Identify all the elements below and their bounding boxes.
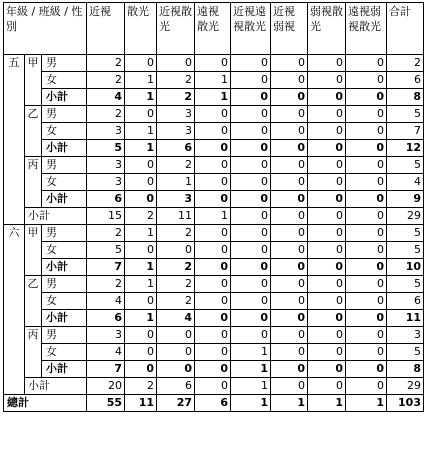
- value-cell: 3: [87, 327, 125, 344]
- gender-label: 女: [42, 293, 87, 310]
- gender-label: 男: [42, 276, 87, 293]
- table-row: [4, 106, 424, 123]
- value-cell: 0: [195, 242, 231, 259]
- value-cell: 0: [231, 157, 271, 174]
- value-cell: 2: [157, 89, 195, 106]
- table-row: [4, 344, 424, 361]
- value-cell: 0: [125, 55, 157, 72]
- value-cell: 0: [346, 276, 387, 293]
- value-cell: 5: [387, 106, 424, 123]
- value-cell: 0: [346, 157, 387, 174]
- value-cell: 0: [308, 361, 346, 378]
- table-row: [4, 174, 424, 191]
- value-cell: 1: [231, 395, 271, 412]
- value-cell: 1: [195, 89, 231, 106]
- value-cell: 3: [157, 123, 195, 140]
- value-cell: 0: [308, 327, 346, 344]
- table-row: [4, 123, 424, 140]
- total-label: 總計: [4, 395, 87, 412]
- value-cell: 29: [387, 208, 424, 225]
- value-cell: 1: [195, 208, 231, 225]
- value-cell: 3: [387, 327, 424, 344]
- value-cell: 10: [387, 259, 424, 276]
- table-row: [4, 157, 424, 174]
- value-cell: 0: [308, 310, 346, 327]
- grade-cell: 五: [4, 55, 25, 225]
- value-cell: 0: [346, 55, 387, 72]
- value-cell: 0: [231, 72, 271, 89]
- value-cell: 0: [195, 361, 231, 378]
- value-cell: 0: [195, 157, 231, 174]
- value-cell: 0: [125, 242, 157, 259]
- value-cell: 2: [387, 55, 424, 72]
- value-cell: 0: [157, 55, 195, 72]
- value-cell: 0: [308, 123, 346, 140]
- value-cell: 0: [271, 225, 308, 242]
- value-cell: 7: [387, 123, 424, 140]
- value-cell: 3: [87, 123, 125, 140]
- value-cell: 2: [125, 208, 157, 225]
- value-cell: 0: [308, 293, 346, 310]
- value-cell: 0: [195, 276, 231, 293]
- grand-total-row: [4, 395, 424, 412]
- value-cell: 0: [231, 140, 271, 157]
- value-cell: 1: [125, 123, 157, 140]
- value-cell: 1: [271, 395, 308, 412]
- gender-label: 小計: [42, 259, 87, 276]
- value-cell: 0: [308, 174, 346, 191]
- value-cell: 0: [308, 55, 346, 72]
- value-cell: 1: [231, 344, 271, 361]
- value-cell: 0: [271, 174, 308, 191]
- value-cell: 0: [308, 242, 346, 259]
- value-cell: 0: [271, 361, 308, 378]
- value-cell: 1: [125, 225, 157, 242]
- value-cell: 0: [346, 174, 387, 191]
- value-cell: 0: [346, 140, 387, 157]
- header-myopic-hyperopic-astigmatism: 近視遠視散光: [231, 3, 271, 55]
- table-row: [4, 55, 424, 72]
- gender-label: 男: [42, 157, 87, 174]
- value-cell: 0: [231, 208, 271, 225]
- value-cell: 15: [87, 208, 125, 225]
- value-cell: 4: [157, 310, 195, 327]
- value-cell: 0: [308, 72, 346, 89]
- value-cell: 0: [231, 55, 271, 72]
- table-row: [4, 225, 424, 242]
- value-cell: 0: [231, 310, 271, 327]
- value-cell: 0: [271, 140, 308, 157]
- value-cell: 3: [157, 191, 195, 208]
- value-cell: 4: [87, 344, 125, 361]
- value-cell: 5: [387, 344, 424, 361]
- value-cell: 8: [387, 361, 424, 378]
- value-cell: 1: [231, 378, 271, 395]
- value-cell: 0: [308, 344, 346, 361]
- value-cell: 1: [125, 89, 157, 106]
- gender-label: 男: [42, 225, 87, 242]
- value-cell: 0: [125, 174, 157, 191]
- value-cell: 4: [387, 174, 424, 191]
- value-cell: 0: [271, 344, 308, 361]
- header-row: [4, 3, 424, 55]
- table-row: [4, 310, 424, 327]
- class-cell: 丙: [25, 157, 42, 208]
- gender-label: 女: [42, 174, 87, 191]
- value-cell: 0: [346, 361, 387, 378]
- value-cell: 0: [231, 259, 271, 276]
- table-row: [4, 72, 424, 89]
- value-cell: 0: [231, 242, 271, 259]
- value-cell: 55: [87, 395, 125, 412]
- value-cell: 0: [125, 191, 157, 208]
- value-cell: 0: [157, 242, 195, 259]
- subtotal-label: 小計: [25, 378, 87, 395]
- value-cell: 0: [271, 72, 308, 89]
- value-cell: 2: [157, 259, 195, 276]
- value-cell: 0: [231, 123, 271, 140]
- value-cell: 0: [308, 208, 346, 225]
- value-cell: 1: [125, 72, 157, 89]
- table-row: [4, 89, 424, 106]
- value-cell: 3: [157, 106, 195, 123]
- value-cell: 0: [346, 344, 387, 361]
- value-cell: 0: [346, 293, 387, 310]
- value-cell: 20: [87, 378, 125, 395]
- value-cell: 0: [231, 276, 271, 293]
- value-cell: 0: [231, 225, 271, 242]
- value-cell: 0: [231, 191, 271, 208]
- value-cell: 1: [125, 140, 157, 157]
- value-cell: 4: [87, 293, 125, 310]
- value-cell: 0: [346, 208, 387, 225]
- subtotal-label: 小計: [25, 208, 87, 225]
- value-cell: 0: [125, 157, 157, 174]
- value-cell: 6: [195, 395, 231, 412]
- header-amblyopia-astigmatism: 弱視散光: [308, 3, 346, 55]
- header-astigmatism: 散光: [125, 3, 157, 55]
- value-cell: 0: [157, 327, 195, 344]
- value-cell: 2: [157, 157, 195, 174]
- gender-label: 小計: [42, 191, 87, 208]
- header-grade-class-gender: 年級 / 班級 / 性別: [4, 3, 87, 55]
- table-row: [4, 327, 424, 344]
- value-cell: 0: [308, 89, 346, 106]
- table-row: [4, 191, 424, 208]
- gender-label: 男: [42, 55, 87, 72]
- table-row: [4, 242, 424, 259]
- value-cell: 0: [308, 276, 346, 293]
- value-cell: 0: [125, 327, 157, 344]
- value-cell: 0: [195, 310, 231, 327]
- class-cell: 乙: [25, 106, 42, 157]
- value-cell: 0: [195, 140, 231, 157]
- class-cell: 甲: [25, 225, 42, 276]
- value-cell: 5: [387, 242, 424, 259]
- value-cell: 0: [195, 327, 231, 344]
- value-cell: 0: [231, 106, 271, 123]
- class-cell: 丙: [25, 327, 42, 378]
- value-cell: 0: [308, 191, 346, 208]
- value-cell: 0: [271, 55, 308, 72]
- value-cell: 0: [231, 293, 271, 310]
- value-cell: 2: [157, 72, 195, 89]
- gender-label: 男: [42, 106, 87, 123]
- value-cell: 1: [346, 395, 387, 412]
- table-row: [4, 293, 424, 310]
- header-myopic-astigmatism: 近視散光: [157, 3, 195, 55]
- value-cell: 2: [125, 378, 157, 395]
- value-cell: 2: [87, 276, 125, 293]
- value-cell: 7: [87, 361, 125, 378]
- header-hyperopic-astigmatism: 遠視散光: [195, 3, 231, 55]
- gender-label: 男: [42, 327, 87, 344]
- value-cell: 0: [271, 378, 308, 395]
- value-cell: 1: [125, 310, 157, 327]
- gender-label: 女: [42, 242, 87, 259]
- value-cell: 5: [87, 140, 125, 157]
- grade-subtotal-row: [4, 208, 424, 225]
- gender-label: 小計: [42, 140, 87, 157]
- value-cell: 0: [346, 225, 387, 242]
- gender-label: 小計: [42, 361, 87, 378]
- value-cell: 0: [125, 361, 157, 378]
- value-cell: 0: [271, 157, 308, 174]
- value-cell: 2: [157, 225, 195, 242]
- gender-label: 女: [42, 72, 87, 89]
- value-cell: 9: [387, 191, 424, 208]
- value-cell: 0: [157, 344, 195, 361]
- value-cell: 0: [231, 89, 271, 106]
- value-cell: 1: [308, 395, 346, 412]
- value-cell: 2: [87, 72, 125, 89]
- value-cell: 0: [308, 140, 346, 157]
- value-cell: 0: [346, 123, 387, 140]
- value-cell: 1: [157, 174, 195, 191]
- value-cell: 0: [195, 123, 231, 140]
- grade-subtotal-row: [4, 378, 424, 395]
- value-cell: 0: [308, 259, 346, 276]
- value-cell: 0: [308, 378, 346, 395]
- value-cell: 7: [87, 259, 125, 276]
- table-row: [4, 259, 424, 276]
- gender-label: 女: [42, 123, 87, 140]
- value-cell: 0: [195, 378, 231, 395]
- value-cell: 0: [271, 293, 308, 310]
- value-cell: 6: [157, 140, 195, 157]
- value-cell: 1: [125, 259, 157, 276]
- value-cell: 0: [271, 191, 308, 208]
- class-cell: 甲: [25, 55, 42, 106]
- value-cell: 5: [387, 276, 424, 293]
- table-row: [4, 361, 424, 378]
- value-cell: 6: [87, 310, 125, 327]
- value-cell: 0: [195, 225, 231, 242]
- value-cell: 11: [157, 208, 195, 225]
- value-cell: 0: [271, 310, 308, 327]
- header-myopia-amblyopia: 近視弱視: [271, 3, 308, 55]
- value-cell: 3: [87, 174, 125, 191]
- value-cell: 11: [125, 395, 157, 412]
- value-cell: 5: [387, 225, 424, 242]
- class-cell: 乙: [25, 276, 42, 327]
- value-cell: 6: [387, 293, 424, 310]
- value-cell: 0: [125, 344, 157, 361]
- value-cell: 0: [271, 123, 308, 140]
- value-cell: 0: [346, 191, 387, 208]
- table-row: [4, 140, 424, 157]
- value-cell: 0: [157, 361, 195, 378]
- value-cell: 5: [87, 242, 125, 259]
- value-cell: 0: [346, 72, 387, 89]
- value-cell: 0: [271, 276, 308, 293]
- value-cell: 4: [87, 89, 125, 106]
- value-cell: 0: [271, 327, 308, 344]
- header-total: 合計: [387, 3, 424, 55]
- value-cell: 2: [157, 293, 195, 310]
- gender-label: 女: [42, 344, 87, 361]
- value-cell: 1: [125, 276, 157, 293]
- value-cell: 0: [346, 89, 387, 106]
- value-cell: 6: [157, 378, 195, 395]
- value-cell: 29: [387, 378, 424, 395]
- value-cell: 0: [195, 344, 231, 361]
- header-myopia: 近視: [87, 3, 125, 55]
- value-cell: 2: [87, 225, 125, 242]
- value-cell: 2: [87, 106, 125, 123]
- value-cell: 0: [125, 293, 157, 310]
- value-cell: 6: [87, 191, 125, 208]
- grade-cell: 六: [4, 225, 25, 395]
- value-cell: 2: [157, 276, 195, 293]
- value-cell: 0: [308, 157, 346, 174]
- value-cell: 0: [271, 106, 308, 123]
- value-cell: 0: [231, 327, 271, 344]
- value-cell: 0: [125, 106, 157, 123]
- value-cell: 0: [271, 259, 308, 276]
- value-cell: 3: [87, 157, 125, 174]
- value-cell: 8: [387, 89, 424, 106]
- value-cell: 12: [387, 140, 424, 157]
- value-cell: 0: [195, 293, 231, 310]
- value-cell: 0: [195, 55, 231, 72]
- value-cell: 103: [387, 395, 424, 412]
- value-cell: 0: [308, 225, 346, 242]
- value-cell: 0: [195, 191, 231, 208]
- value-cell: 0: [195, 106, 231, 123]
- value-cell: 0: [346, 259, 387, 276]
- value-cell: 0: [346, 378, 387, 395]
- value-cell: 0: [271, 208, 308, 225]
- header-hyperopia-amblyopia-astigmatism: 遠視弱視散光: [346, 3, 387, 55]
- value-cell: 0: [308, 106, 346, 123]
- value-cell: 1: [231, 361, 271, 378]
- value-cell: 0: [271, 89, 308, 106]
- table-row: [4, 276, 424, 293]
- value-cell: 11: [387, 310, 424, 327]
- value-cell: 2: [87, 55, 125, 72]
- value-cell: 0: [231, 174, 271, 191]
- value-cell: 0: [346, 106, 387, 123]
- vision-statistics-table: [3, 2, 424, 412]
- value-cell: 0: [271, 242, 308, 259]
- gender-label: 小計: [42, 310, 87, 327]
- value-cell: 0: [346, 242, 387, 259]
- value-cell: 0: [195, 174, 231, 191]
- value-cell: 6: [387, 72, 424, 89]
- value-cell: 0: [346, 310, 387, 327]
- value-cell: 0: [195, 259, 231, 276]
- value-cell: 1: [195, 72, 231, 89]
- gender-label: 小計: [42, 89, 87, 106]
- value-cell: 5: [387, 157, 424, 174]
- value-cell: 27: [157, 395, 195, 412]
- value-cell: 0: [346, 327, 387, 344]
